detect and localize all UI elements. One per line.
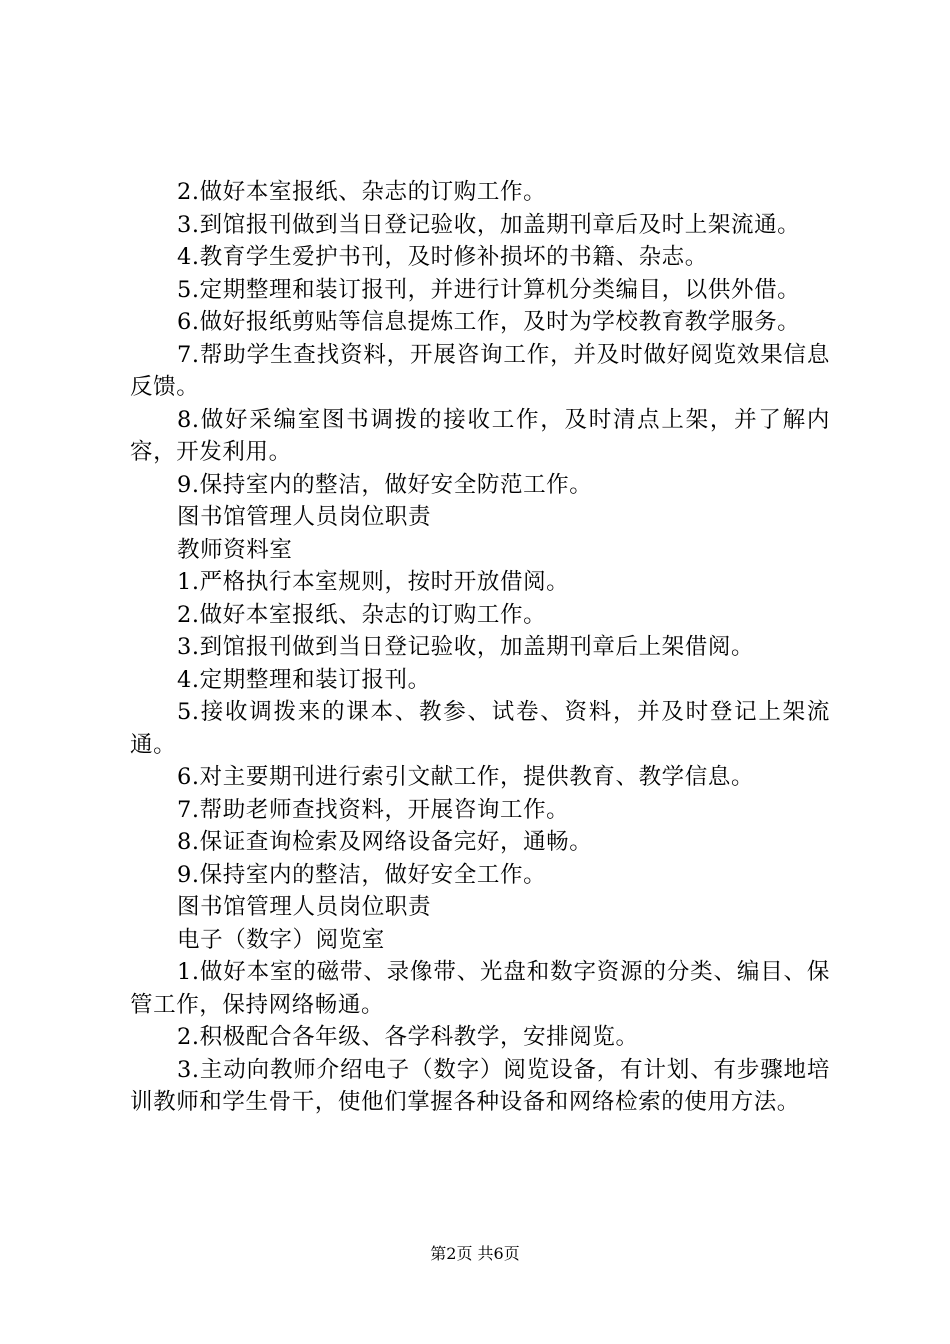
paragraph: 8.保证查询检索及网络设备完好，通畅。: [177, 829, 593, 855]
page-number-label: 第2页 共6页: [430, 1244, 520, 1263]
paragraph: 2.做好本室报纸、杂志的订购工作。: [177, 179, 547, 205]
paragraph: 3.主动向教师介绍电子（数字）阅览设备，有计划、有步骤地培训教师和学生骨干，使他们掌握各种设备和网络检索的使用方法。: [130, 1056, 830, 1115]
paragraph: 7.帮助老师查找资料，开展咨询工作。: [177, 796, 570, 823]
paragraph: 7.帮助学生查找资料，开展咨询工作，并及时做好阅览效果信息反馈。: [130, 341, 830, 400]
paragraph: 6.对主要期刊进行索引文献工作，提供教育、教学信息。: [177, 764, 755, 790]
section-heading: 图书馆管理人员岗位职责: [177, 504, 432, 530]
section-heading: 图书馆管理人员岗位职责: [177, 894, 432, 920]
paragraph: 1.做好本室的磁带、录像带、光盘和数字资源的分类、编目、保管工作，保持网络畅通。: [130, 959, 830, 1018]
paragraph: 6.做好报纸剪贴等信息提炼工作，及时为学校教育教学服务。: [177, 309, 801, 335]
document-body: [130, 176, 830, 1119]
paragraph: 9.保持室内的整洁，做好安全防范工作。: [177, 471, 593, 498]
section-subheading: 电子（数字）阅览室: [177, 926, 385, 953]
paragraph: 3.到馆报刊做到当日登记验收，加盖期刊章后上架借阅。: [177, 634, 755, 660]
paragraph: 2.积极配合各年级、各学科教学，安排阅览。: [177, 1024, 639, 1050]
paragraph: 3.到馆报刊做到当日登记验收，加盖期刊章后及时上架流通。: [177, 211, 801, 238]
paragraph: 1.严格执行本室规则，按时开放借阅。: [177, 569, 570, 595]
section-subheading: 教师资料室: [177, 536, 293, 563]
page-footer: [0, 1244, 950, 1264]
paragraph: 9.保持室内的整洁，做好安全工作。: [177, 861, 547, 888]
paragraph: 2.做好本室报纸、杂志的订购工作。: [177, 601, 547, 628]
paragraph: 5.定期整理和装订报刊，并进行计算机分类编目，以供外借。: [177, 276, 801, 303]
paragraph: 4.定期整理和装订报刊。: [177, 666, 431, 693]
paragraph: 4.教育学生爱护书刊，及时修补损坏的书籍、杂志。: [177, 244, 708, 270]
paragraph: 8.做好采编室图书调拨的接收工作，及时清点上架，并了解内容，开发利用。: [130, 406, 830, 465]
paragraph: 5.接收调拨来的课本、教参、试卷、资料，并及时登记上架流通。: [130, 699, 830, 758]
